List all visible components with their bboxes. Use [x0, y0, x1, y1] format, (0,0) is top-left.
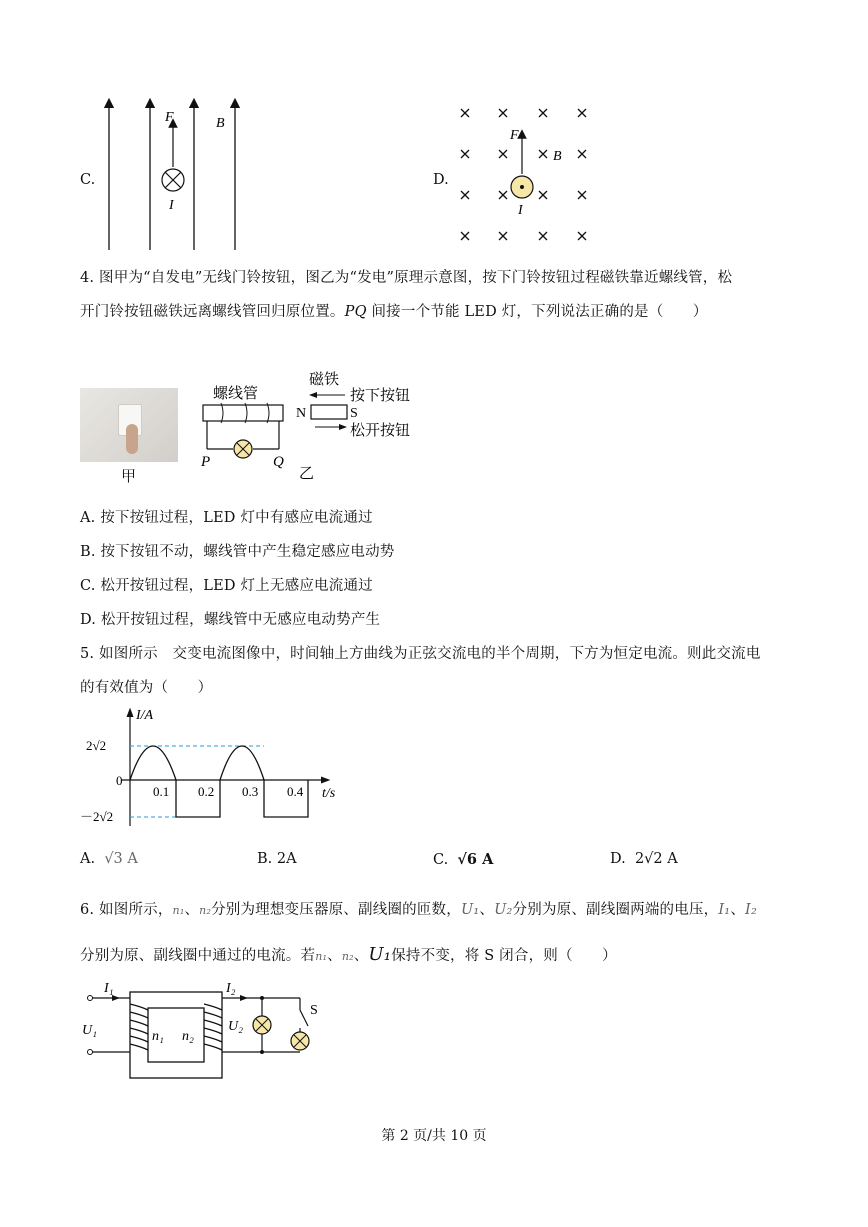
label-S: S: [310, 1003, 318, 1018]
magnet-S: S: [350, 406, 358, 421]
q4-option-b: B. 按下按钮不动，螺线管中产生稳定感应电动势: [80, 544, 395, 560]
q5-option-b: B. 2A: [257, 851, 297, 867]
terminal-P: P: [201, 454, 211, 470]
q4-stem-line-1: 4. 图甲为“自发电”无线门铃按钮，图乙为“发电”原理示意图，按下门铃按钮过程磁铁靠近螺线管，松: [80, 270, 733, 286]
q4-stem-line-2: 开门铃按钮磁铁远离螺线管回归原位置。PQ 间接一个节能 LED 灯，下列说法正确的是（ ）: [80, 304, 708, 320]
tick-label: 0.3: [242, 784, 259, 799]
y-pos-label: 2√2: [86, 738, 107, 753]
sine-half-2: [220, 746, 264, 780]
x-axis-label: t/s: [322, 786, 336, 801]
solenoid-label: 螺线管: [213, 386, 259, 402]
label-U1: U₁: [82, 1023, 97, 1038]
y-neg-label: －2√2: [80, 809, 114, 824]
q5-option-d: D. 2√2 A: [610, 851, 678, 867]
magnet-label: 磁铁: [309, 372, 340, 388]
doorbell-photo: [80, 388, 178, 462]
q5-stem-line-2: 的有效值为（ ）: [80, 680, 213, 696]
option-d-label: D.: [433, 172, 449, 188]
magnet: [311, 405, 347, 419]
magnet-N: N: [296, 406, 307, 421]
sine-half-1: [130, 746, 176, 780]
label-B: B: [553, 149, 562, 164]
tick-label: 0.1: [153, 784, 170, 799]
terminal-Q: Q: [273, 454, 284, 470]
figure-yi-circuit: [195, 365, 435, 480]
q6-stem-line-2: 分别为原、副线圈中通过的电流。若n₁、n₂、U₁保持不变，将 S 闭合，则（ ）: [80, 944, 617, 965]
solenoid: [203, 405, 283, 421]
figure-jia-label: 甲: [121, 467, 137, 485]
secondary-coil: [204, 1004, 222, 1050]
switch-S: [300, 1010, 308, 1026]
label-I1: I₁: [104, 981, 114, 996]
tick-label: 0.4: [287, 784, 304, 799]
y-axis-label: I/A: [136, 708, 154, 723]
label-n2: n₂: [182, 1029, 194, 1044]
q5-option-c: C. √6 A: [433, 851, 494, 868]
label-B: B: [216, 116, 225, 131]
label-F: F: [510, 128, 519, 143]
label-I2: I₂: [226, 981, 236, 996]
label-I: I: [518, 203, 523, 218]
option-c-label: C.: [80, 172, 96, 188]
q4-option-c: C. 松开按钮过程，LED 灯上无感应电流通过: [80, 578, 373, 594]
primary-coil: [130, 1004, 148, 1050]
origin-label: 0: [116, 773, 123, 788]
field-into-page-crosses: [461, 109, 586, 240]
figure-c-magnetic-field: [95, 95, 245, 255]
q6-transformer-circuit: [78, 978, 338, 1084]
q4-option-a: A. 按下按钮过程，LED 灯中有感应电流通过: [80, 510, 373, 526]
tick-label: 0.2: [198, 784, 215, 799]
press-label: 按下按钮: [350, 388, 411, 404]
label-n1: n₁: [152, 1029, 164, 1044]
q6-stem-line-1: 6. 如图所示，n₁、n₂分别为理想变压器原、副线圈的匝数，U₁、U₂分别为原、副线圈两端的电压，I₁、I₂: [80, 902, 757, 918]
figure-yi-label: 乙: [299, 466, 315, 480]
q5-stem-line-1: 5. 如图所示 交变电流图像中，时间轴上方曲线为正弦交流电的半个周期，下方为恒定电流。则此交流电: [80, 646, 761, 662]
q5-option-a: A. √3 A: [80, 851, 138, 867]
label-I: I: [169, 198, 174, 213]
q5-current-graph: [78, 702, 348, 832]
figure-d-magnetic-field: [452, 100, 602, 248]
release-label: 松开按钮: [350, 423, 411, 439]
label-U2: U₂: [228, 1019, 243, 1034]
q4-option-d: D. 松开按钮过程，螺线管中无感应电动势产生: [80, 612, 381, 628]
label-F: F: [165, 110, 174, 125]
page-footer: 第 2 页/共 10 页: [381, 1128, 487, 1144]
